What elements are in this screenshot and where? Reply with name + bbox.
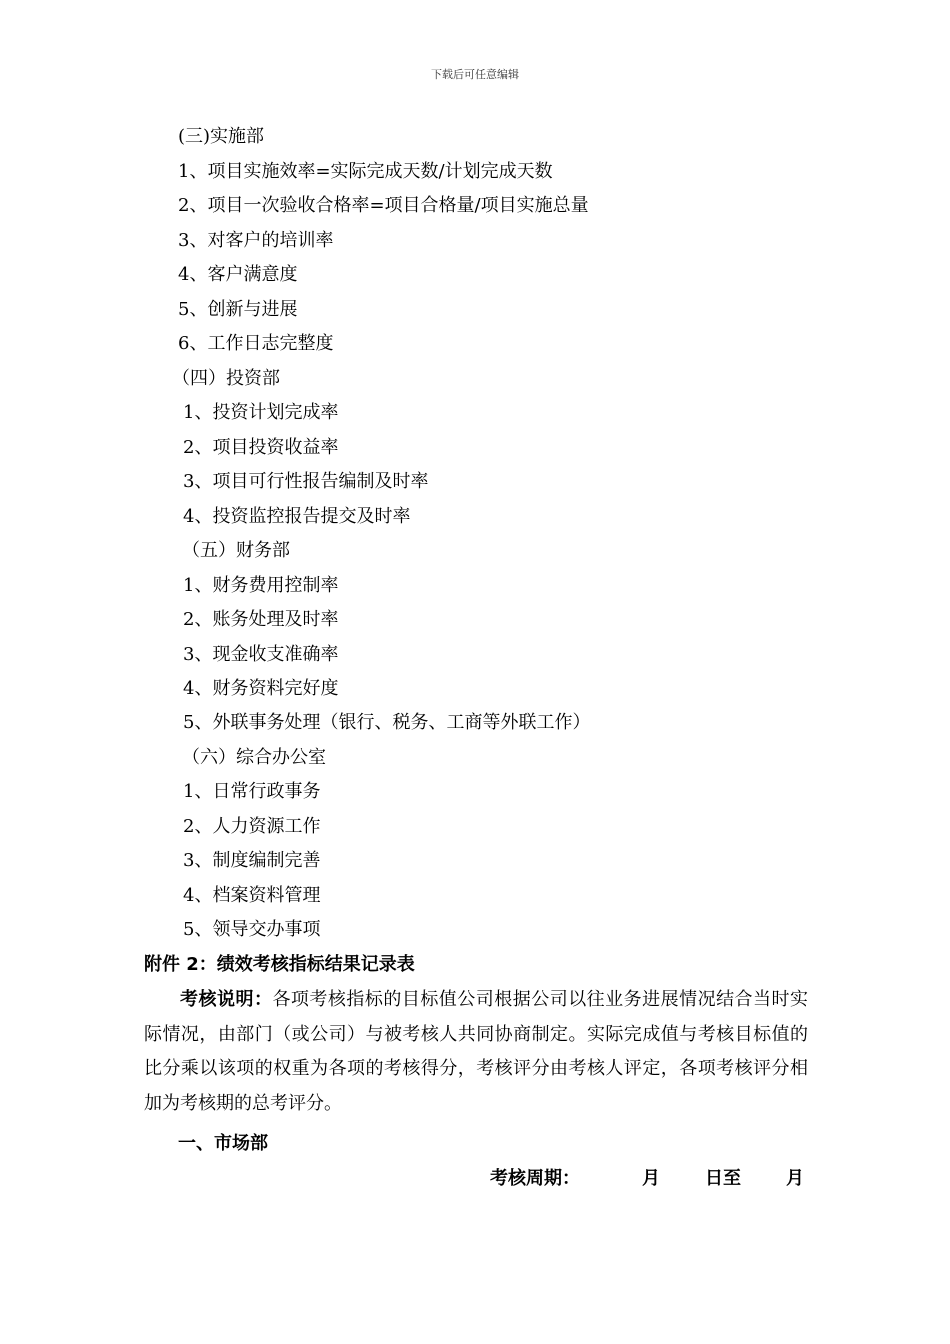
period-label: 考核周期： [490,1168,580,1189]
section-heading-investment: （四）投资部 [172,368,280,389]
list-item: 2、项目投资收益率 [183,437,339,458]
list-item: 1、日常行政事务 [183,781,321,802]
period-month-start: 月 [642,1168,660,1189]
list-item: 5、创新与进展 [178,299,298,320]
list-item: 1、项目实施效率=实际完成天数/计划完成天数 [178,161,553,182]
period-month-end: 月 [786,1168,804,1189]
list-item: 1、投资计划完成率 [183,402,339,423]
list-item: 4、档案资料管理 [183,885,321,906]
period-day-to: 日至 [705,1168,741,1189]
list-item: 3、对客户的培训率 [178,230,334,251]
list-item: 4、投资监控报告提交及时率 [183,506,411,527]
list-item: 2、人力资源工作 [183,816,321,837]
list-item: 5、外联事务处理（银行、税务、工商等外联工作） [183,712,591,733]
list-item: 5、领导交办事项 [183,919,321,940]
assessment-description [144,983,808,1121]
list-item: 3、制度编制完善 [183,850,321,871]
page-header-note: 下载后可任意编辑 [431,68,519,81]
section-heading-finance: （五）财务部 [182,540,290,561]
list-item: 1、财务费用控制率 [183,575,339,596]
list-item: 3、现金收支准确率 [183,644,339,665]
list-item: 2、账务处理及时率 [183,609,339,630]
list-item: 4、财务资料完好度 [183,678,339,699]
attachment-title: 附件 2：绩效考核指标结果记录表 [144,954,415,975]
assessment-description-lead: 考核说明： [180,989,273,1010]
list-item: 3、项目可行性报告编制及时率 [183,471,429,492]
list-item: 2、项目一次验收合格率=项目合格量/项目实施总量 [178,195,589,216]
subheading-market-dept: 一、市场部 [178,1133,268,1154]
assessment-description-body: 各项考核指标的目标值公司根据公司以往业务进展情况结合当时实际情况，由部门（或公司）与被考核人共同协商制定。实际完成值与考核目标值的比分乘以该项的权重为各项的考核得分，考核评分由考核人评定，各项考核评分相加为考核期的总考评分。 [144,989,809,1114]
list-item: 4、客户满意度 [178,264,298,285]
section-heading-implementation: (三)实施部 [178,126,265,147]
list-item: 6、工作日志完整度 [178,333,334,354]
section-heading-office: （六）综合办公室 [182,747,326,768]
